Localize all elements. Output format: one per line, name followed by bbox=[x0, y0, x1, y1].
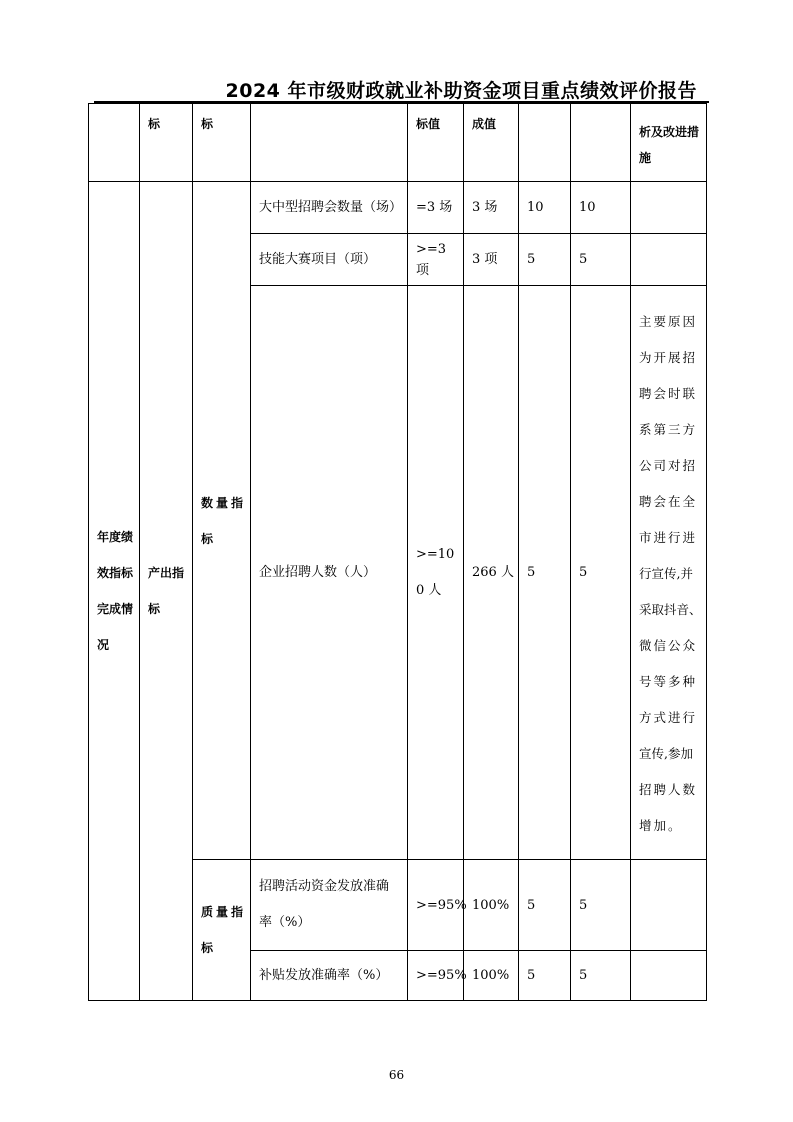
header-cell-4 bbox=[250, 103, 407, 181]
row4-indicator-line1: 招聘活动资金发放准确 bbox=[259, 879, 390, 894]
sub-quantity-line1: 数量指 bbox=[201, 495, 247, 510]
row4-score: 5 bbox=[570, 859, 630, 950]
row4-score-full: 5 bbox=[518, 859, 570, 950]
row3-target-cell bbox=[407, 285, 463, 859]
analysis-line: 系第三方 bbox=[639, 422, 698, 437]
analysis-line: 聘会在全 bbox=[639, 494, 698, 509]
group1-line2: 效指标 bbox=[97, 566, 134, 580]
group-cell-annual-performance bbox=[88, 181, 139, 1000]
document-title: 2024 年市级财政就业补助资金项目重点绩效评价报告 bbox=[225, 80, 697, 102]
analysis-line: 为开展招 bbox=[639, 350, 698, 365]
header-analysis-line1: 析及改进措 bbox=[639, 125, 700, 139]
page-number: 66 bbox=[388, 1068, 405, 1082]
row5-score: 5 bbox=[570, 950, 630, 1000]
row3-score: 5 bbox=[570, 285, 630, 859]
row2-score: 5 bbox=[570, 233, 630, 285]
header-cell-analysis bbox=[630, 103, 706, 181]
row2-indicator: 技能大赛项目（项） bbox=[250, 233, 407, 285]
table-right-border bbox=[706, 103, 707, 1001]
analysis-line: 公司对招 bbox=[639, 458, 698, 473]
row1-score-full: 10 bbox=[518, 181, 570, 233]
analysis-line: 微信公众 bbox=[639, 638, 698, 653]
group2-line2: 标 bbox=[148, 602, 161, 616]
analysis-line: 主要原因 bbox=[639, 314, 698, 329]
analysis-line: 增加。 bbox=[639, 818, 683, 833]
group1-line3: 完成情 bbox=[97, 602, 134, 616]
row5-actual: 100% bbox=[463, 950, 518, 1000]
analysis-line: 聘会时联 bbox=[639, 386, 698, 401]
row5-target: >=95% bbox=[407, 950, 463, 1000]
sub-quality-line2: 标 bbox=[201, 941, 217, 955]
analysis-line: 采取抖音、 bbox=[639, 602, 702, 617]
header-analysis-line2: 施 bbox=[639, 151, 652, 165]
analysis-line: 号等多种 bbox=[639, 674, 698, 689]
row5-indicator: 补贴发放准确率（%） bbox=[250, 950, 407, 1000]
row1-score: 10 bbox=[570, 181, 630, 233]
row3-score-full: 5 bbox=[518, 285, 570, 859]
row1-actual: 3 场 bbox=[463, 181, 518, 233]
row5-score-full: 5 bbox=[518, 950, 570, 1000]
header-cell-8 bbox=[570, 103, 630, 181]
table-bottom-border bbox=[88, 1000, 707, 1001]
analysis-line: 宣传,参加 bbox=[639, 746, 693, 761]
row1-analysis bbox=[630, 181, 706, 233]
header-cell-7 bbox=[518, 103, 570, 181]
group-cell-output-indicator bbox=[139, 181, 192, 1000]
group1-line4: 况 bbox=[97, 638, 110, 652]
analysis-line: 市进行进 bbox=[639, 530, 698, 545]
group1-line1: 年度绩 bbox=[97, 530, 134, 544]
sub-cell-quality bbox=[192, 859, 250, 1000]
analysis-line: 方式进行 bbox=[639, 710, 698, 725]
row2-score-full: 5 bbox=[518, 233, 570, 285]
group2-line1: 产出指 bbox=[148, 566, 185, 580]
header-cell-1 bbox=[88, 103, 139, 181]
header-cell-target: 标值 bbox=[407, 103, 463, 181]
header-cell-3: 标 bbox=[192, 103, 250, 181]
row2-analysis bbox=[630, 233, 706, 285]
row4-indicator-cell bbox=[250, 859, 407, 950]
row4-target: >=95% bbox=[407, 859, 463, 950]
header-cell-actual: 成值 bbox=[463, 103, 518, 181]
sub-quality-line1: 质量指 bbox=[201, 905, 247, 919]
row4-actual: 100% bbox=[463, 859, 518, 950]
analysis-line: 行宣传,并 bbox=[639, 566, 693, 581]
row3-analysis bbox=[630, 285, 706, 859]
row3-indicator: 企业招聘人数（人） bbox=[250, 285, 407, 859]
header-cell-2: 标 bbox=[139, 103, 192, 181]
sub-quantity-line2: 标 bbox=[201, 531, 217, 546]
row5-analysis bbox=[630, 950, 706, 1000]
row4-indicator-line2: 率（%） bbox=[259, 915, 311, 930]
row4-analysis bbox=[630, 859, 706, 950]
sub-cell-quantity bbox=[192, 181, 250, 859]
row3-target: >=100 人 bbox=[416, 546, 455, 598]
row2-actual: 3 项 bbox=[463, 233, 518, 285]
analysis-line: 招聘人数 bbox=[639, 782, 698, 797]
row1-indicator: 大中型招聘会数量（场） bbox=[250, 181, 407, 233]
row3-actual: 266 人 bbox=[463, 285, 518, 859]
row1-target: =3 场 bbox=[407, 181, 463, 233]
row2-target: >=3 项 bbox=[407, 233, 463, 285]
